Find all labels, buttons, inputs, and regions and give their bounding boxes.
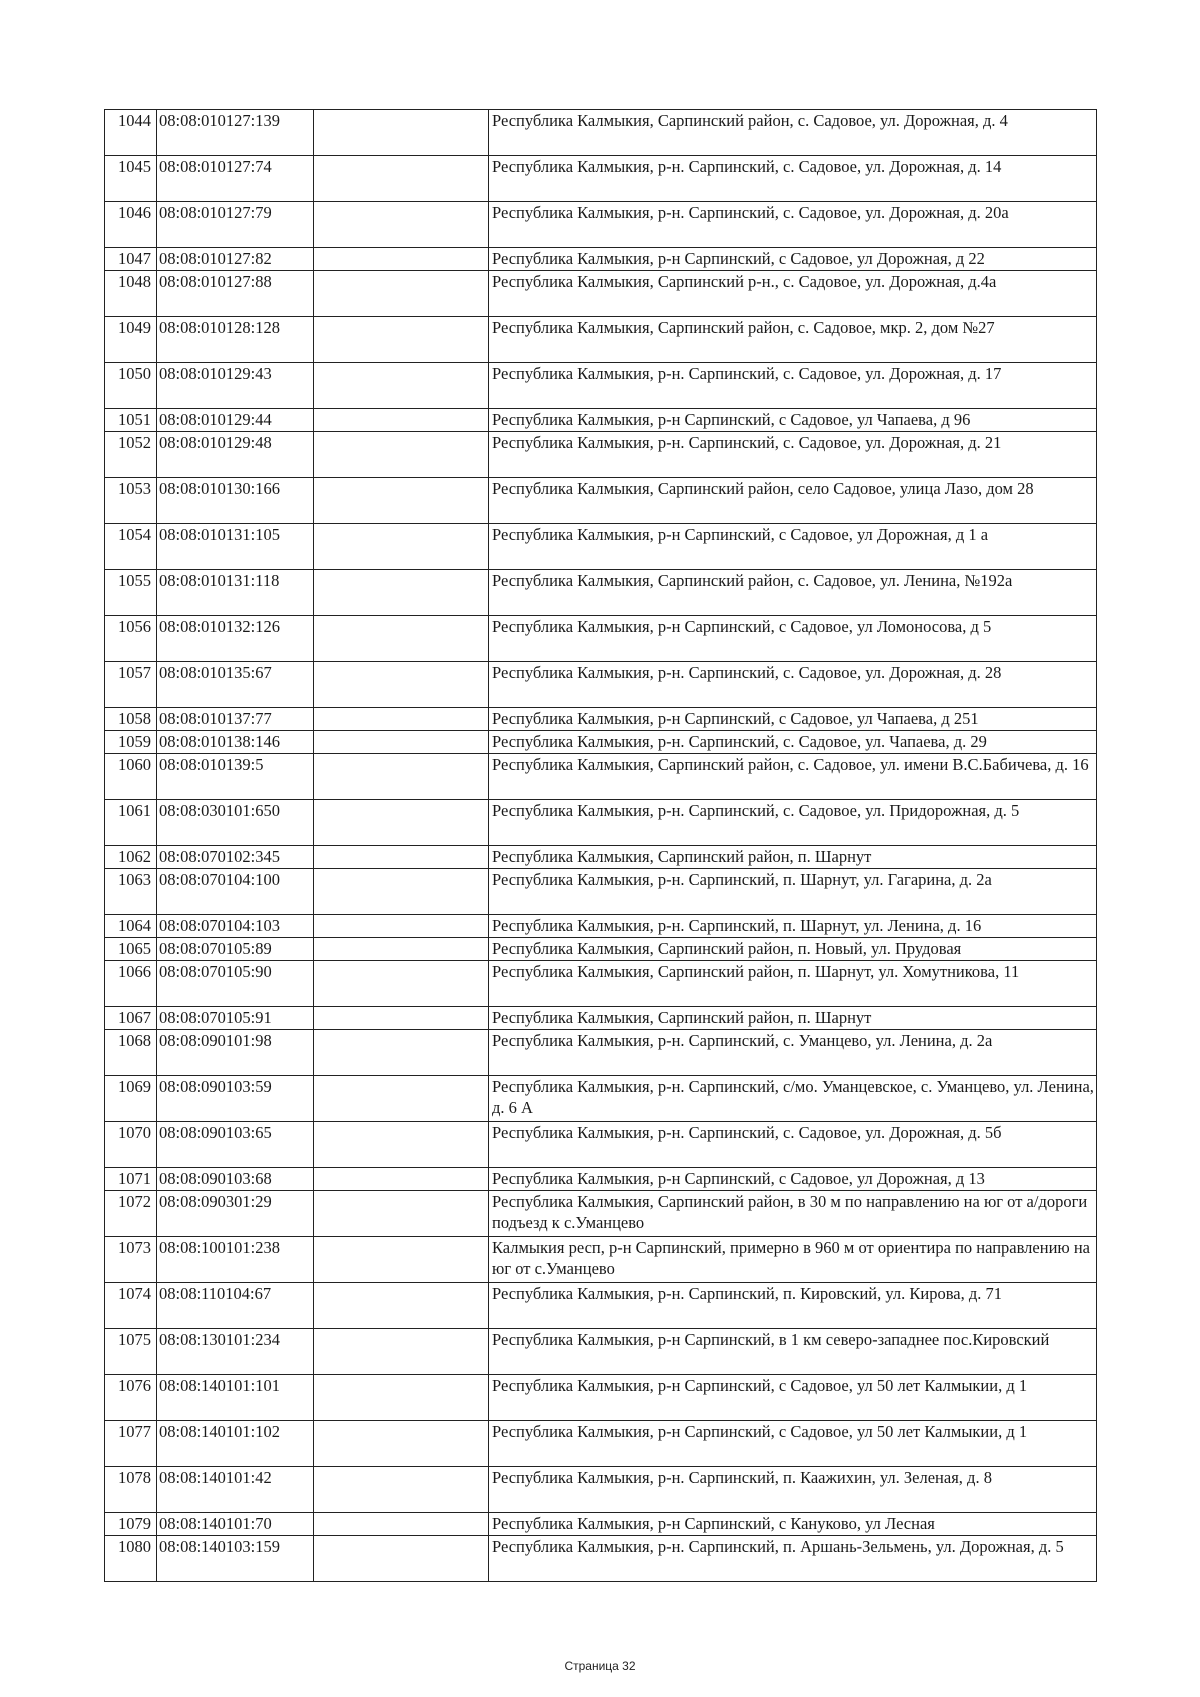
address-cell: Республика Калмыкия, Сарпинский район, с. Садовое, ул. Дорожная, д. 4: [489, 110, 1097, 156]
table-row: [105, 961, 1097, 1007]
table-row: [105, 317, 1097, 363]
table-row: [105, 616, 1097, 662]
row-number-cell: 1061: [105, 800, 157, 846]
cadastral-number-cell: 08:08:070105:89: [157, 938, 314, 961]
address-cell: Республика Калмыкия, р-н. Сарпинский, п. Каажихин, ул. Зеленая, д. 8: [489, 1467, 1097, 1513]
cadastral-table: [104, 109, 1097, 1582]
row-number-cell: 1046: [105, 202, 157, 248]
address-cell: Республика Калмыкия, р-н Сарпинский, с Садовое, ул Чапаева, д 96: [489, 409, 1097, 432]
table-row: [105, 1237, 1097, 1283]
table-row: [105, 1007, 1097, 1030]
row-number-cell: 1059: [105, 731, 157, 754]
table-row: [105, 1283, 1097, 1329]
address-cell: Республика Калмыкия, Сарпинский район, п. Шарнут: [489, 846, 1097, 869]
cadastral-number-cell: 08:08:140101:70: [157, 1513, 314, 1536]
cadastral-number-cell: 08:08:010137:77: [157, 708, 314, 731]
address-cell: Республика Калмыкия, Сарпинский район, с. Садовое, ул. Ленина, №192а: [489, 570, 1097, 616]
row-number-cell: 1073: [105, 1237, 157, 1283]
cadastral-number-cell: 08:08:010129:43: [157, 363, 314, 409]
address-cell: Республика Калмыкия, р-н Сарпинский, с Садовое, ул 50 лет Калмыкии, д 1: [489, 1375, 1097, 1421]
empty-cell: [314, 1007, 489, 1030]
empty-cell: [314, 961, 489, 1007]
row-number-cell: 1077: [105, 1421, 157, 1467]
cadastral-number-cell: 08:08:090103:65: [157, 1122, 314, 1168]
empty-cell: [314, 432, 489, 478]
cadastral-number-cell: 08:08:090103:68: [157, 1168, 314, 1191]
cadastral-number-cell: 08:08:140103:159: [157, 1536, 314, 1582]
cadastral-number-cell: 08:08:090103:59: [157, 1076, 314, 1122]
cadastral-number-cell: 08:08:070105:91: [157, 1007, 314, 1030]
empty-cell: [314, 708, 489, 731]
address-cell: Республика Калмыкия, р-н. Сарпинский, с. Садовое, ул. Придорожная, д. 5: [489, 800, 1097, 846]
table-row: [105, 1421, 1097, 1467]
empty-cell: [314, 478, 489, 524]
row-number-cell: 1075: [105, 1329, 157, 1375]
cadastral-number-cell: 08:08:070102:345: [157, 846, 314, 869]
empty-cell: [314, 570, 489, 616]
table-row: [105, 1329, 1097, 1375]
address-cell: Республика Калмыкия, р-н. Сарпинский, с. Садовое, ул. Дорожная, д. 17: [489, 363, 1097, 409]
cadastral-number-cell: 08:08:010127:139: [157, 110, 314, 156]
address-cell: Республика Калмыкия, р-н Сарпинский, в 1 км северо-западнее пос.Кировский: [489, 1329, 1097, 1375]
empty-cell: [314, 248, 489, 271]
empty-cell: [314, 1122, 489, 1168]
cadastral-number-cell: 08:08:130101:234: [157, 1329, 314, 1375]
cadastral-number-cell: 08:08:030101:650: [157, 800, 314, 846]
row-number-cell: 1055: [105, 570, 157, 616]
cadastral-number-cell: 08:08:090101:98: [157, 1030, 314, 1076]
row-number-cell: 1058: [105, 708, 157, 731]
empty-cell: [314, 1283, 489, 1329]
address-cell: Республика Калмыкия, р-н. Сарпинский, с. Уманцево, ул. Ленина, д. 2а: [489, 1030, 1097, 1076]
empty-cell: [314, 156, 489, 202]
table-row: [105, 915, 1097, 938]
cadastral-number-cell: 08:08:010129:44: [157, 409, 314, 432]
table-row: [105, 846, 1097, 869]
empty-cell: [314, 869, 489, 915]
table-row: [105, 409, 1097, 432]
cadastral-number-cell: 08:08:010128:128: [157, 317, 314, 363]
cadastral-number-cell: 08:08:140101:102: [157, 1421, 314, 1467]
row-number-cell: 1076: [105, 1375, 157, 1421]
row-number-cell: 1050: [105, 363, 157, 409]
empty-cell: [314, 409, 489, 432]
address-cell: Республика Калмыкия, р-н. Сарпинский, п. Шарнут, ул. Ленина, д. 16: [489, 915, 1097, 938]
empty-cell: [314, 616, 489, 662]
table-body: [105, 110, 1097, 1582]
cadastral-number-cell: 08:08:070104:100: [157, 869, 314, 915]
empty-cell: [314, 1030, 489, 1076]
page-number-label: Страница 32: [564, 1659, 636, 1673]
table-row: [105, 202, 1097, 248]
row-number-cell: 1056: [105, 616, 157, 662]
empty-cell: [314, 731, 489, 754]
address-cell: Калмыкия респ, р-н Сарпинский, примерно в 960 м от ориентира по направлению на юг от с.Уманцево: [489, 1237, 1097, 1283]
row-number-cell: 1053: [105, 478, 157, 524]
table-row: [105, 110, 1097, 156]
row-number-cell: 1070: [105, 1122, 157, 1168]
address-cell: Республика Калмыкия, р-н. Сарпинский, с. Садовое, ул. Дорожная, д. 20а: [489, 202, 1097, 248]
empty-cell: [314, 662, 489, 708]
empty-cell: [314, 1191, 489, 1237]
cadastral-number-cell: 08:08:010132:126: [157, 616, 314, 662]
row-number-cell: 1048: [105, 271, 157, 317]
address-cell: Республика Калмыкия, р-н. Сарпинский, с. Садовое, ул. Дорожная, д. 5б: [489, 1122, 1097, 1168]
address-cell: Республика Калмыкия, р-н Сарпинский, с Садовое, ул 50 лет Калмыкии, д 1: [489, 1421, 1097, 1467]
empty-cell: [314, 524, 489, 570]
address-cell: Республика Калмыкия, р-н. Сарпинский, п. Аршань-Зельмень, ул. Дорожная, д. 5: [489, 1536, 1097, 1582]
row-number-cell: 1072: [105, 1191, 157, 1237]
row-number-cell: 1057: [105, 662, 157, 708]
address-cell: Республика Калмыкия, р-н Сарпинский, с Кануково, ул Лесная: [489, 1513, 1097, 1536]
empty-cell: [314, 363, 489, 409]
empty-cell: [314, 1467, 489, 1513]
row-number-cell: 1065: [105, 938, 157, 961]
empty-cell: [314, 938, 489, 961]
empty-cell: [314, 800, 489, 846]
row-number-cell: 1044: [105, 110, 157, 156]
address-cell: Республика Калмыкия, р-н. Сарпинский, с. Садовое, ул. Дорожная, д. 14: [489, 156, 1097, 202]
row-number-cell: 1062: [105, 846, 157, 869]
table-row: [105, 938, 1097, 961]
cadastral-number-cell: 08:08:010131:118: [157, 570, 314, 616]
table-row: [105, 156, 1097, 202]
table-row: [105, 1076, 1097, 1122]
row-number-cell: 1051: [105, 409, 157, 432]
address-cell: Республика Калмыкия, Сарпинский район, п. Шарнут: [489, 1007, 1097, 1030]
address-cell: Республика Калмыкия, р-н Сарпинский, с Садовое, ул Дорожная, д 13: [489, 1168, 1097, 1191]
cadastral-number-cell: 08:08:010127:82: [157, 248, 314, 271]
cadastral-number-cell: 08:08:010127:74: [157, 156, 314, 202]
cadastral-number-cell: 08:08:010139:5: [157, 754, 314, 800]
table-row: [105, 271, 1097, 317]
cadastral-number-cell: 08:08:010130:166: [157, 478, 314, 524]
row-number-cell: 1078: [105, 1467, 157, 1513]
table-row: [105, 1168, 1097, 1191]
cadastral-number-cell: 08:08:090301:29: [157, 1191, 314, 1237]
empty-cell: [314, 110, 489, 156]
row-number-cell: 1045: [105, 156, 157, 202]
table-row: [105, 524, 1097, 570]
row-number-cell: 1064: [105, 915, 157, 938]
empty-cell: [314, 915, 489, 938]
table-row: [105, 1030, 1097, 1076]
row-number-cell: 1060: [105, 754, 157, 800]
address-cell: Республика Калмыкия, Сарпинский район, в 30 м по направлению на юг от а/дороги подъезд к с.Уманцево: [489, 1191, 1097, 1237]
cadastral-number-cell: 08:08:100101:238: [157, 1237, 314, 1283]
table-row: [105, 432, 1097, 478]
cadastral-number-cell: 08:08:010127:88: [157, 271, 314, 317]
empty-cell: [314, 1237, 489, 1283]
row-number-cell: 1052: [105, 432, 157, 478]
address-cell: Республика Калмыкия, р-н Сарпинский, с Садовое, ул Ломоносова, д 5: [489, 616, 1097, 662]
empty-cell: [314, 1536, 489, 1582]
table-row: [105, 363, 1097, 409]
empty-cell: [314, 754, 489, 800]
empty-cell: [314, 317, 489, 363]
table-row: [105, 1467, 1097, 1513]
empty-cell: [314, 846, 489, 869]
address-cell: Республика Калмыкия, р-н. Сарпинский, с/мо. Уманцевское, с. Уманцево, ул. Ленина, д. 6 А: [489, 1076, 1097, 1122]
address-cell: Республика Калмыкия, р-н Сарпинский, с Садовое, ул Дорожная, д 22: [489, 248, 1097, 271]
table-row: [105, 1536, 1097, 1582]
address-cell: Республика Калмыкия, р-н. Сарпинский, с. Садовое, ул. Дорожная, д. 21: [489, 432, 1097, 478]
row-number-cell: 1049: [105, 317, 157, 363]
empty-cell: [314, 1076, 489, 1122]
address-cell: Республика Калмыкия, Сарпинский район, п. Шарнут, ул. Хомутникова, 11: [489, 961, 1097, 1007]
address-cell: Республика Калмыкия, р-н. Сарпинский, п. Кировский, ул. Кирова, д. 71: [489, 1283, 1097, 1329]
cadastral-number-cell: 08:08:010127:79: [157, 202, 314, 248]
row-number-cell: 1067: [105, 1007, 157, 1030]
row-number-cell: 1047: [105, 248, 157, 271]
table-row: [105, 662, 1097, 708]
cadastral-number-cell: 08:08:010135:67: [157, 662, 314, 708]
address-cell: Республика Калмыкия, р-н. Сарпинский, п. Шарнут, ул. Гагарина, д. 2а: [489, 869, 1097, 915]
empty-cell: [314, 202, 489, 248]
address-cell: Республика Калмыкия, Сарпинский р-н., с. Садовое, ул. Дорожная, д.4а: [489, 271, 1097, 317]
row-number-cell: 1079: [105, 1513, 157, 1536]
row-number-cell: 1054: [105, 524, 157, 570]
cadastral-number-cell: 08:08:010131:105: [157, 524, 314, 570]
table-row: [105, 1375, 1097, 1421]
empty-cell: [314, 1375, 489, 1421]
cadastral-number-cell: 08:08:010138:146: [157, 731, 314, 754]
empty-cell: [314, 1329, 489, 1375]
address-cell: Республика Калмыкия, р-н Сарпинский, с Садовое, ул Чапаева, д 251: [489, 708, 1097, 731]
cadastral-number-cell: 08:08:110104:67: [157, 1283, 314, 1329]
cadastral-number-cell: 08:08:070105:90: [157, 961, 314, 1007]
row-number-cell: 1080: [105, 1536, 157, 1582]
table-row: [105, 731, 1097, 754]
table-row: [105, 248, 1097, 271]
cadastral-number-cell: 08:08:140101:101: [157, 1375, 314, 1421]
table-row: [105, 478, 1097, 524]
row-number-cell: 1063: [105, 869, 157, 915]
table-row: [105, 1122, 1097, 1168]
address-cell: Республика Калмыкия, Сарпинский район, с. Садовое, ул. имени В.С.Бабичева, д. 16: [489, 754, 1097, 800]
address-cell: Республика Калмыкия, Сарпинский район, село Садовое, улица Лазо, дом 28: [489, 478, 1097, 524]
row-number-cell: 1071: [105, 1168, 157, 1191]
address-cell: Республика Калмыкия, Сарпинский район, с. Садовое, мкр. 2, дом №27: [489, 317, 1097, 363]
address-cell: Республика Калмыкия, р-н. Сарпинский, с. Садовое, ул. Дорожная, д. 28: [489, 662, 1097, 708]
page-footer: [0, 1659, 1200, 1673]
table-row: [105, 1513, 1097, 1536]
row-number-cell: 1066: [105, 961, 157, 1007]
row-number-cell: 1069: [105, 1076, 157, 1122]
address-cell: Республика Калмыкия, р-н Сарпинский, с Садовое, ул Дорожная, д 1 а: [489, 524, 1097, 570]
cadastral-number-cell: 08:08:010129:48: [157, 432, 314, 478]
table-row: [105, 1191, 1097, 1237]
table-row: [105, 570, 1097, 616]
address-cell: Республика Калмыкия, Сарпинский район, п. Новый, ул. Прудовая: [489, 938, 1097, 961]
address-cell: Республика Калмыкия, р-н. Сарпинский, с. Садовое, ул. Чапаева, д. 29: [489, 731, 1097, 754]
empty-cell: [314, 271, 489, 317]
cadastral-number-cell: 08:08:070104:103: [157, 915, 314, 938]
cadastral-number-cell: 08:08:140101:42: [157, 1467, 314, 1513]
table-row: [105, 754, 1097, 800]
table-row: [105, 800, 1097, 846]
table-row: [105, 708, 1097, 731]
empty-cell: [314, 1168, 489, 1191]
row-number-cell: 1068: [105, 1030, 157, 1076]
empty-cell: [314, 1513, 489, 1536]
row-number-cell: 1074: [105, 1283, 157, 1329]
table-row: [105, 869, 1097, 915]
empty-cell: [314, 1421, 489, 1467]
